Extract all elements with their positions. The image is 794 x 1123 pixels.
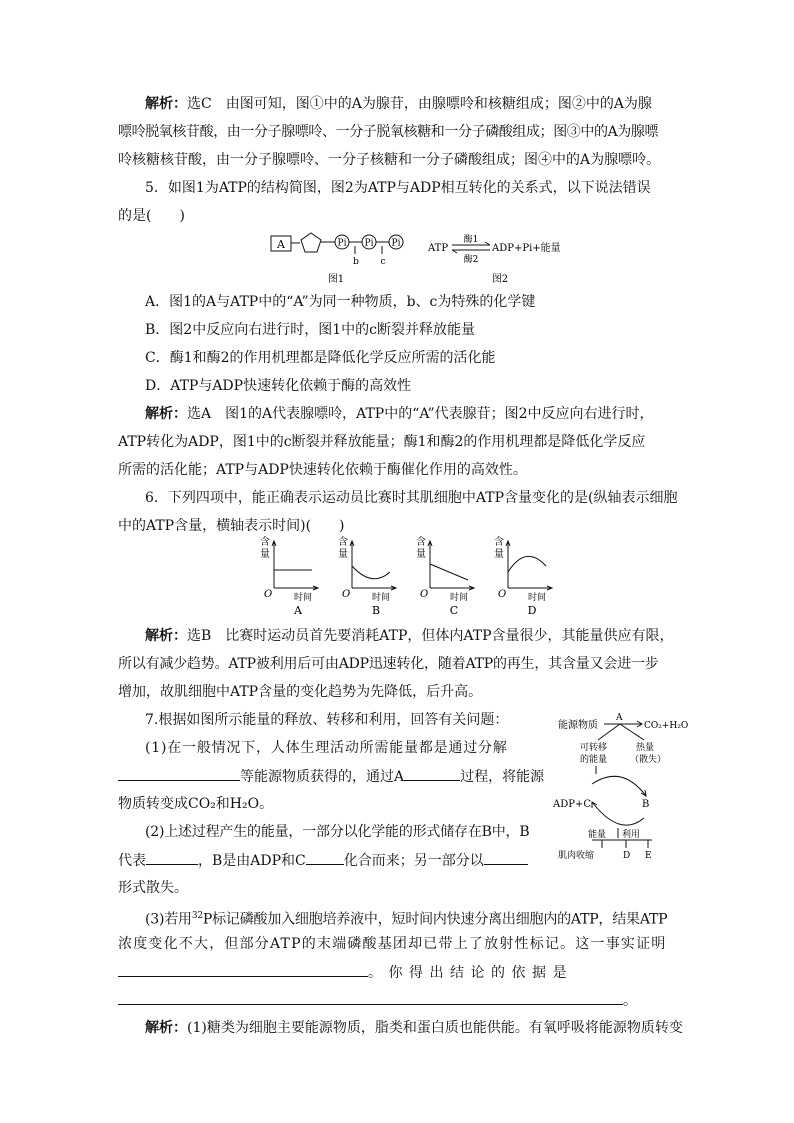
hydrolysis-arc xyxy=(592,802,644,825)
fig1-a-label: A xyxy=(277,238,285,251)
svg-text:量: 量 xyxy=(338,549,348,560)
q7-part3-line-4: 。 xyxy=(118,990,637,1011)
graph-c-curve xyxy=(430,564,468,580)
co2-h2o-label: CO₂+H₂O xyxy=(644,721,689,731)
svg-text:Pi: Pi xyxy=(364,238,374,249)
q6-solution-line-1: 解析：选B 比赛时运动员首先要消耗ATP，但体内ATP含量很少，其能量供应有限， xyxy=(145,628,674,644)
q5-option-d: D．ATP与ADP快速转化依赖于酶的高效性 xyxy=(145,378,412,394)
q7-stem: 7.根据如图所示能量的释放、转移和利用，回答有关问题： xyxy=(145,712,509,728)
svg-text:含: 含 xyxy=(416,537,426,548)
q4-solution-line-2: 嘌呤脱氧核苷酸，由一分子腺嘌呤、一分子脱氧核糖和一分子磷酸组成；图③中的A为腺嘌 xyxy=(118,124,659,140)
graph-b xyxy=(338,535,396,617)
enzyme-2-label: 酶2 xyxy=(463,255,479,265)
q7-part1-line-3: 物质转变成CO₂和H₂O。 xyxy=(118,796,274,812)
enzyme-1-label: 酶1 xyxy=(463,235,479,245)
energy-source-label: 能源物质 xyxy=(558,720,598,731)
q6-solution-line-3: 增加，故肌细胞中ATP含量的变化趋势为先降低，后升高。 xyxy=(118,684,483,700)
graph-a-label: A xyxy=(294,604,302,617)
q6-stem-line-2: 中的ATP含量，横轴表示时间)( ) xyxy=(118,518,345,534)
svg-text:利用: 利用 xyxy=(622,830,641,840)
q5-solution-line-3: 所需的活化能；ATP与ADP快速转化依赖于酶催化作用的高效性。 xyxy=(118,462,527,478)
atp-structure-figure-1 xyxy=(268,230,413,286)
graph-b-curve xyxy=(352,566,390,579)
ribose-pentagon xyxy=(301,233,321,252)
svg-text:量: 量 xyxy=(494,549,504,560)
q7-part1-line-2: 等能源物质获得的，通过A 过程，将能源 xyxy=(118,766,544,787)
q5-solution-line-1: 解析：选A 图1的A代表腺嘌呤，ATP中的“A”代表腺苷；图2中反应向右进行时， xyxy=(145,406,654,422)
q7-part2-line-3: 形式散失。 xyxy=(118,880,188,896)
q7-part2-line-1: (2)上述过程产生的能量，一部分以化学能的形式储存在B中，B xyxy=(145,824,530,840)
fig2-caption: 图2 xyxy=(491,274,509,285)
graph-a xyxy=(260,535,318,617)
svg-text:O: O xyxy=(420,589,429,600)
svg-text:O: O xyxy=(498,589,507,600)
answer-blank-3[interactable] xyxy=(146,850,198,865)
bond-b-label: b xyxy=(353,257,359,267)
process-a-label: A xyxy=(616,713,623,723)
e-label: E xyxy=(645,851,652,861)
answer-blank-1[interactable] xyxy=(118,766,240,781)
graph-c-label: C xyxy=(449,604,459,617)
q5-option-a: A．图1的A与ATP中的“A”为同一种物质，b、c为特殊的化学键 xyxy=(145,294,536,310)
svg-text:Pi: Pi xyxy=(391,238,401,249)
svg-text:时间: 时间 xyxy=(528,593,547,603)
answer-blank-7[interactable] xyxy=(118,990,623,1005)
atp-adp-figure-2 xyxy=(426,230,586,286)
graph-d-curve xyxy=(508,556,546,572)
q5-stem-line-2: 的是( ) xyxy=(118,208,185,224)
svg-text:Pi: Pi xyxy=(337,238,347,249)
adp-c-label: ADP+C xyxy=(553,799,591,810)
synthesis-arc xyxy=(592,776,646,796)
graph-d-label: D xyxy=(527,604,537,617)
q7-part3-line-1: (3)若用$^{32}$P标记磷酸加入细胞培养液中，短时间内快速分离出细胞内的ATP，结果ATP xyxy=(145,911,668,928)
q5-solution-line-2: ATP转化为ADP，图1中的c断裂并释放能量；酶1和酶2的作用机理都是降低化学反应 xyxy=(118,434,646,450)
q7-part1-line-1: (1)在一般情况下，人体生理活动所需能量都是通过分解 xyxy=(145,740,508,756)
answer-blank-5[interactable] xyxy=(484,850,528,865)
svg-text:量: 量 xyxy=(260,549,270,560)
svg-text:量: 量 xyxy=(416,549,426,560)
b-label: B xyxy=(642,799,650,810)
graph-c xyxy=(416,535,474,617)
svg-text:含: 含 xyxy=(338,537,348,548)
energy-flow-diagram xyxy=(548,710,708,870)
q7-solution-line-1: 解析：(1)糖类为细胞主要能源物质，脂类和蛋白质也能供能。有氧呼吸将能源物质转变 xyxy=(145,1020,683,1036)
svg-text:时间: 时间 xyxy=(450,593,469,603)
graph-b-label: B xyxy=(371,604,381,617)
q4-solution-line-1: 解析：选C 由图可知，图①中的A为腺苷，由腺嘌呤和核糖组成；图②中的A为腺 xyxy=(145,96,652,112)
svg-text:含: 含 xyxy=(260,537,270,548)
q7-part3-line-2: 浓度变化不大，但部分ATP的末端磷酸基团却已带上了放射性标记。这一事实证明 xyxy=(118,936,667,952)
fig2-products-label: ADP+Pi+能量 xyxy=(492,243,561,254)
q6-stem-line-1: 6．下列四项中，能正确表示运动员比赛时其肌细胞中ATP含量变化的是(纵轴表示细胞 xyxy=(145,490,678,506)
svg-text:时间: 时间 xyxy=(372,593,391,603)
svg-text:含: 含 xyxy=(494,537,504,548)
q5-option-c: C．酶1和酶2的作用机理都是降低化学反应所需的活化能 xyxy=(145,350,496,366)
q7-part2-line-2: 代表 ，B是由ADP和C 化合而来；另一部分以 xyxy=(118,850,528,871)
muscle-contraction-label: 肌肉收缩 xyxy=(558,851,595,861)
q5-stem-line-1: 5．如图1为ATP的结构简图，图2为ATP与ADP相互转化的关系式，以下说法错误 xyxy=(145,180,651,196)
svg-text:可转移: 可转移 xyxy=(580,743,608,753)
fig1-caption: 图1 xyxy=(327,274,345,285)
bond-c-label: c xyxy=(380,257,386,267)
q7-part3-line-3: 。你得出结论的依据是 xyxy=(118,962,573,983)
d-label: D xyxy=(623,851,631,861)
fig2-atp-label: ATP xyxy=(428,243,449,254)
svg-text:（散失）: （散失） xyxy=(630,755,667,765)
svg-text:时间: 时间 xyxy=(294,593,313,603)
svg-text:O: O xyxy=(342,589,351,600)
answer-blank-6[interactable] xyxy=(118,962,368,977)
svg-text:能量: 能量 xyxy=(588,830,607,840)
atp-content-graphs xyxy=(256,534,556,618)
svg-text:热量: 热量 xyxy=(636,743,655,753)
svg-text:的能量: 的能量 xyxy=(580,755,608,765)
answer-blank-4[interactable] xyxy=(306,850,344,865)
q5-option-b: B．图2中反应向右进行时，图1中的c断裂并释放能量 xyxy=(145,322,475,338)
q4-solution-line-3: 呤核糖核苷酸，由一分子腺嘌呤、一分子核糖和一分子磷酸组成；图④中的A为腺嘌呤。 xyxy=(118,152,661,168)
svg-text:O: O xyxy=(264,589,273,600)
answer-blank-2[interactable] xyxy=(404,766,460,781)
graph-d xyxy=(494,535,552,617)
q6-solution-line-2: 所以有减少趋势。ATP被利用后可由ADP迅速转化，随着ATP的再生，其含量又会进一步 xyxy=(118,656,659,672)
